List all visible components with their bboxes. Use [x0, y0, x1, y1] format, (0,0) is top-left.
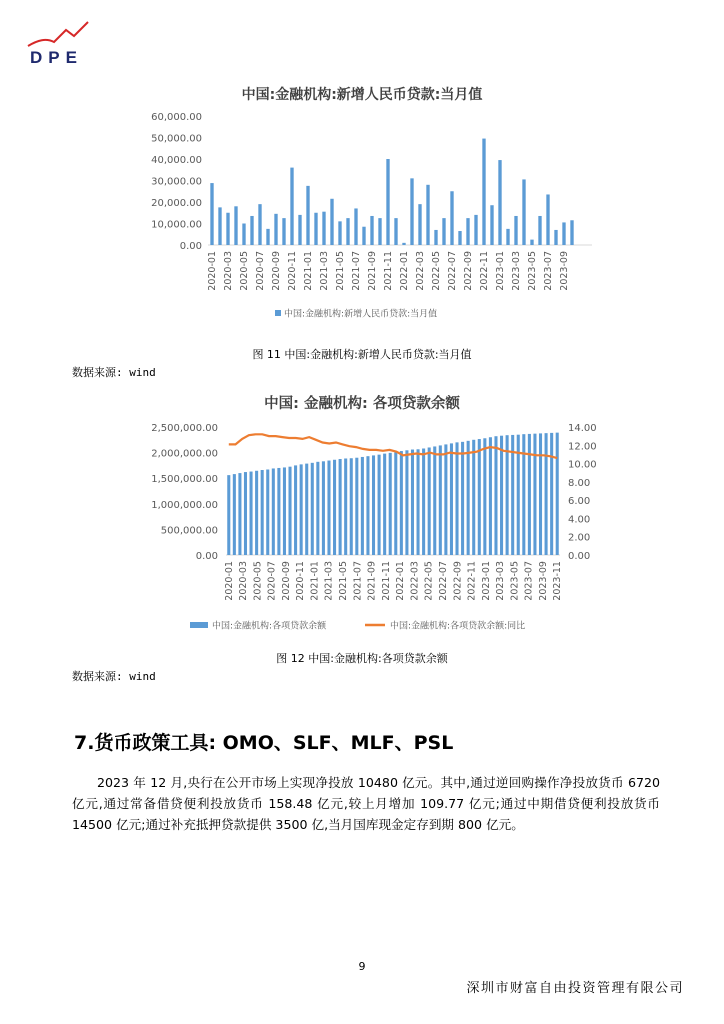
- right-y-tick-label: 12.00: [568, 441, 597, 453]
- x-tick-label: 2023-03: [495, 561, 507, 601]
- bar: [450, 443, 453, 555]
- x-tick-label: 2021-01: [309, 561, 321, 601]
- bar: [372, 455, 375, 555]
- y-tick-label: 40,000.00: [151, 155, 202, 166]
- bar: [500, 436, 503, 555]
- bar: [474, 215, 477, 245]
- bar: [506, 435, 509, 555]
- bar: [528, 434, 531, 555]
- x-tick-label: 2022-11: [479, 251, 490, 291]
- bar: [556, 433, 559, 555]
- x-tick-label: 2020-01: [207, 251, 218, 291]
- x-tick-label: 2020-03: [238, 561, 250, 601]
- section-heading: 7.货币政策工具: OMO、SLF、MLF、PSL: [74, 732, 454, 754]
- bar: [298, 215, 301, 245]
- bar: [538, 216, 541, 245]
- right-y-tick-label: 8.00: [568, 477, 591, 489]
- figure12-caption: 图 12 中国:金融机构:各项贷款余额: [276, 652, 448, 665]
- left-y-tick-label: 2,500,000.00: [151, 423, 218, 434]
- chart1-bar-chart: [0, 100, 724, 440]
- bar: [233, 474, 236, 555]
- x-tick-label: 2020-09: [280, 561, 292, 601]
- bar: [383, 454, 386, 555]
- x-tick-label: 2020-05: [239, 251, 250, 291]
- legend-swatch: [275, 310, 281, 316]
- x-tick-label: 2023-11: [552, 561, 564, 601]
- bar: [282, 218, 285, 245]
- bar: [314, 213, 317, 245]
- bar: [322, 212, 325, 245]
- legend-label-bars: 中国:金融机构:各项贷款余额: [212, 621, 327, 632]
- footer-company-name: 深圳市财富自由投资管理有限公司: [466, 981, 684, 996]
- right-y-tick-label: 6.00: [568, 496, 591, 508]
- bar: [290, 168, 293, 245]
- x-tick-label: 2020-03: [223, 251, 234, 291]
- y-tick-label: 20,000.00: [151, 198, 202, 209]
- y-tick-label: 0.00: [179, 241, 202, 252]
- bar: [550, 433, 553, 555]
- bar: [426, 185, 429, 245]
- x-tick-label: 2020-11: [287, 251, 298, 291]
- bar: [545, 433, 548, 555]
- x-tick-label: 2023-07: [543, 251, 554, 291]
- x-tick-label: 2021-01: [303, 251, 314, 291]
- bar: [277, 468, 280, 555]
- x-tick-label: 2021-07: [352, 561, 364, 601]
- bar: [294, 465, 297, 555]
- bar: [344, 458, 347, 555]
- left-y-tick-label: 2,000,000.00: [151, 448, 218, 460]
- x-tick-label: 2022-03: [409, 561, 421, 601]
- bar: [274, 214, 277, 245]
- right-y-tick-label: 10.00: [568, 459, 597, 471]
- bar: [402, 243, 405, 245]
- bar: [439, 445, 442, 555]
- bar: [417, 449, 420, 555]
- bar: [378, 455, 381, 555]
- source-note-1: 数据来源: wind: [72, 366, 156, 379]
- bar: [362, 227, 365, 245]
- x-tick-label: 2021-03: [319, 251, 330, 291]
- bar: [261, 470, 264, 555]
- bar: [411, 450, 414, 555]
- bar: [250, 216, 253, 245]
- x-tick-label: 2022-07: [447, 251, 458, 291]
- x-tick-label: 2021-11: [383, 251, 394, 291]
- bar: [389, 453, 392, 555]
- bar: [354, 208, 357, 245]
- bar: [355, 458, 358, 555]
- left-y-tick-label: 0.00: [195, 551, 218, 562]
- bar: [498, 160, 501, 245]
- bar: [461, 442, 464, 555]
- bar: [210, 183, 213, 245]
- x-tick-label: 2022-05: [431, 251, 442, 291]
- source-note-2: 数据来源: wind: [72, 670, 156, 683]
- bar: [244, 472, 247, 555]
- x-tick-label: 2020-07: [255, 251, 266, 291]
- bar: [350, 458, 353, 555]
- bar: [433, 446, 436, 555]
- bar: [394, 452, 397, 555]
- x-tick-label: 2022-01: [399, 251, 410, 291]
- right-y-tick-label: 2.00: [568, 532, 591, 544]
- bar: [311, 463, 314, 555]
- bar: [514, 216, 517, 245]
- bar: [266, 469, 269, 555]
- bar: [361, 457, 364, 555]
- bar: [490, 205, 493, 245]
- chart2-title: 中国: 金融机构: 各项贷款余额: [264, 396, 460, 412]
- bar: [330, 199, 333, 245]
- bar: [258, 204, 261, 245]
- bar: [506, 229, 509, 245]
- bar: [483, 438, 486, 555]
- bar: [455, 442, 458, 555]
- bar: [346, 218, 349, 245]
- x-tick-label: 2021-03: [323, 561, 335, 601]
- bar: [458, 231, 461, 245]
- x-tick-label: 2020-01: [223, 561, 235, 601]
- x-tick-label: 2021-09: [367, 251, 378, 291]
- x-tick-label: 2021-07: [351, 251, 362, 291]
- bar: [522, 179, 525, 245]
- x-tick-label: 2023-03: [511, 251, 522, 291]
- bar: [316, 462, 319, 555]
- right-y-tick-label: 14.00: [568, 423, 597, 434]
- bar: [306, 186, 309, 245]
- page-number: 9: [358, 960, 366, 973]
- bar: [467, 441, 470, 555]
- bar: [272, 468, 275, 555]
- x-tick-label: 2023-09: [559, 251, 570, 291]
- bar: [242, 224, 245, 246]
- x-tick-label: 2021-05: [335, 251, 346, 291]
- bar: [370, 216, 373, 245]
- figure11-caption: 图 11 中国:金融机构:新增人民币贷款:当月值: [252, 348, 472, 361]
- bar: [378, 218, 381, 245]
- legend-label: 中国:金融机构:新增人民币贷款:当月值: [284, 309, 438, 320]
- legend-swatch-bars: [190, 622, 208, 628]
- x-tick-label: 2020-09: [271, 251, 282, 291]
- x-tick-label: 2022-01: [395, 561, 407, 601]
- bar: [333, 460, 336, 555]
- bar: [266, 229, 269, 245]
- bar: [530, 240, 533, 245]
- bar: [466, 218, 469, 245]
- bar: [283, 467, 286, 555]
- x-tick-label: 2023-09: [537, 561, 549, 601]
- bar: [472, 440, 475, 555]
- bar: [234, 206, 237, 245]
- bar: [442, 218, 445, 245]
- x-tick-label: 2022-05: [423, 561, 435, 601]
- bar: [554, 230, 557, 245]
- x-tick-label: 2023-01: [495, 251, 506, 291]
- chart1-title: 中国:金融机构:新增人民币贷款:当月值: [241, 87, 483, 103]
- y-tick-label: 50,000.00: [151, 133, 202, 145]
- bar: [422, 449, 425, 555]
- bar: [482, 139, 485, 245]
- bar: [570, 220, 573, 245]
- x-tick-label: 2022-09: [452, 561, 464, 601]
- x-tick-label: 2020-11: [295, 561, 307, 601]
- bar: [288, 467, 291, 555]
- left-y-tick-label: 500,000.00: [160, 525, 218, 537]
- x-tick-label: 2023-07: [523, 561, 535, 601]
- bar: [226, 213, 229, 245]
- x-tick-label: 2022-09: [463, 251, 474, 291]
- y-tick-label: 60,000.00: [151, 112, 202, 123]
- x-tick-label: 2021-11: [380, 561, 392, 601]
- chart2-combo-chart: [0, 412, 724, 652]
- bar: [533, 434, 536, 555]
- bar: [238, 473, 241, 555]
- bar: [394, 218, 397, 245]
- y-tick-label: 30,000.00: [151, 176, 202, 188]
- legend-label-line: 中国:金融机构:各项贷款余额:同比: [390, 621, 526, 632]
- x-tick-label: 2021-09: [366, 561, 378, 601]
- x-tick-label: 2020-07: [266, 561, 278, 601]
- bar: [494, 436, 497, 555]
- x-tick-label: 2021-05: [338, 561, 350, 601]
- bar: [400, 451, 403, 555]
- x-tick-label: 2023-01: [480, 561, 492, 601]
- left-y-tick-label: 1,500,000.00: [151, 474, 218, 486]
- bar: [250, 472, 253, 555]
- x-tick-label: 2023-05: [527, 251, 538, 291]
- bar: [227, 475, 230, 555]
- bar: [410, 178, 413, 245]
- bar: [300, 464, 303, 555]
- bar: [428, 447, 431, 555]
- bar: [562, 222, 565, 245]
- bar: [546, 194, 549, 245]
- x-tick-label: 2023-05: [509, 561, 521, 601]
- right-y-tick-label: 0.00: [568, 551, 591, 562]
- bar: [386, 159, 389, 245]
- bar: [339, 459, 342, 555]
- bar: [539, 433, 542, 555]
- left-y-tick-label: 1,000,000.00: [151, 499, 218, 511]
- bar: [405, 450, 408, 555]
- company-logo: DPE: [30, 48, 83, 67]
- y-tick-label: 10,000.00: [151, 219, 202, 231]
- bar: [322, 461, 325, 555]
- bar: [434, 230, 437, 245]
- bar: [418, 204, 421, 245]
- bar: [327, 461, 330, 555]
- x-tick-label: 2022-11: [466, 561, 478, 601]
- bar: [450, 191, 453, 245]
- bar: [305, 464, 308, 555]
- bar: [338, 221, 341, 245]
- body-paragraph: 2023 年 12 月,央行在公开市场上实现净投放 10480 亿元。其中,通过逆回购操作净投放货币 6720 亿元,通过常备借贷便利投放货币 158.48 亿元,较上月增加 109.77 亿元;通过中期借贷便利投放货币 14500 亿元;通过补充抵押贷款提供 3500 亿,当月国库现金定存到期 800 亿元。: [72, 775, 660, 832]
- bar: [478, 439, 481, 555]
- x-tick-label: 2022-07: [437, 561, 449, 601]
- right-y-tick-label: 4.00: [568, 514, 591, 526]
- bar: [366, 456, 369, 555]
- bar: [489, 437, 492, 555]
- bar: [444, 444, 447, 555]
- bar: [255, 471, 258, 555]
- x-tick-label: 2022-03: [415, 251, 426, 291]
- x-tick-label: 2020-05: [252, 561, 264, 601]
- bar: [218, 207, 221, 245]
